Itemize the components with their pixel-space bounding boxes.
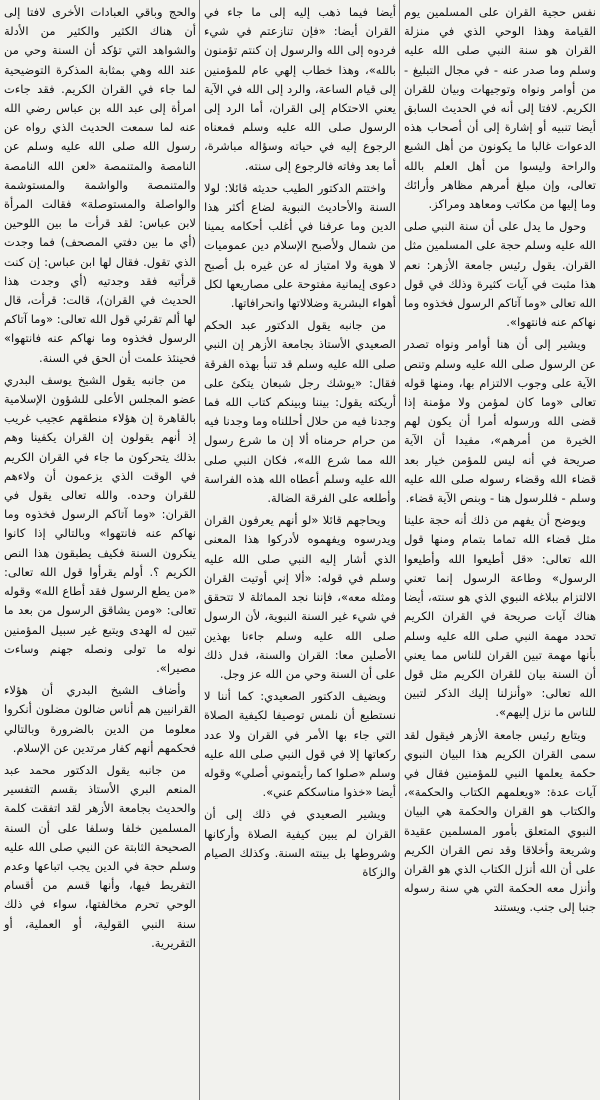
article-column-2 xyxy=(200,0,400,1100)
article-column-1 xyxy=(400,0,600,1100)
paragraph: من جانبه يقول الشيخ يوسف البدري عضو المجلس الأعلى للشؤون الإسلامية بالقاهرة إن هؤلاء منطقهم عجيب غريب إذ أنهم يقولون إن القران يكفينا وهم بذلك يتحركون ما جاء في القران الكريم في الوقت الذي يزعمون أن ولاءهم للقران وحده. والله تعالى يقول في القران: «وما آتاكم الرسول فخذوه وما نهاكم عنه فانتهوا» وبالتالي إذا كانوا ينكرون السنة فكيف يطبقون هذا النص الكريم ؟. أولم يقرأوا قول الله تعالى: «من يطع الرسول فقد أطاع الله» وقوله تعالى: «ومن يشاقق الرسول من بعد ما تبين له الهدى ويتبع غير سبيل المؤمنين نوله ما تولى ونصله جهنم وساءت مصيرا». xyxy=(4,372,196,675)
paragraph: وأضاف الشيخ البدري أن هؤلاء القرانيين هم أناس ضالون مضلون أنكروا معلوما من الدين بالضرورة وبالتالي فحكمهم أنهم كفار مرتدين عن الإسلام. xyxy=(4,683,196,755)
paragraph: ويوضح أن يفهم من ذلك أنه حجة علينا مثل قضاء الله تماما بتمام ومنها قول الله تعالى: «قل أطيعوا الله وأطيعوا الرسول» وطاعة الرسول إنما تعني الالتزام ببلاغه النبوي الذي هو سنته، أيضا هناك آيات صريحة في القران الكريم تحدد مهمة النبي صلى الله عليه وسلم بأنها مهمة تبين القران للناس مما يعني أن السنة بيان للقران الكريم مثل قول الله تعالى: «وأنزلنا إليك الذكر لتبين للناس ما نزل إليهم». xyxy=(404,513,596,720)
paragraph: من جانبه يقول الدكتور عبد الحكم الصعيدي الأستاذ بجامعة الأزهر إن النبي صلى الله عليه وسلم قد تنبأ بهذه الفرقة فقال: «يوشك رجل شبعان يتكئ على أريكته يقول: بيننا وبينكم كتاب الله فما وجدنا فيه من حلال أحللناه وما وجدنا فيه من حرام حرمناه ألا إن ما شرع رسول الله مما شرع الله»، فكان النبي صلى الله عليه وسلم أعطاه الله هذه الفراسة وأطلعه على الفرقة الضالة. xyxy=(204,318,396,506)
paragraph: ويشير الصعيدي في ذلك إلى أن القران لم يبين كيفية الصلاة وأركانها وشروطها بل بينته السنة. وكذلك الصيام والزكاة xyxy=(204,807,396,879)
paragraph: من جانبه يقول الدكتور محمد عبد المنعم البري الأستاذ بقسم التفسير والحديث بجامعة الأزهر لقد اتفقت كلمة المسلمين خلفا وسلفا على أن السنة الصحيحة الثابتة عن النبي صلى الله عليه وسلم حجة في الدين يجب اتباعها وعدم التفريط فيها، وأنها قسم من أقسام الوحي تحرم مخالفتها، سواء في ذلك سنة النبي القولية، أو العملية، أو التقريرية. xyxy=(4,762,196,950)
paragraph: والحج وباقي العبادات الأخرى لافتا إلى أن هناك الكثير والكثير من الأدلة والشواهد التي تؤكد أن السنة وحي من عند الله وهي بمثابة المذكرة التوضيحية لما جاء في القران الكريم. فقد جاءت امرأة إلى عبد الله بن عباس رضي الله عنه لما سمعت الحديث الذي رواه عن رسول الله صلى الله عليه وسلم عن النامصة والمتنمصة «لعن الله النامصة والمتنمصة والواشمة والمستوشمة والواصلة والمستوصلة» فقالت المرأة لابن عباس: لقد قرأت ما بين اللوحين (أي ما بين دفتي المصحف) فما وجدت الذي تقول. فقال لها ابن عباس: إن كنت قرأتيه فقد وجدتيه (أي وجدت هذا الحديث في القران)، قالت: قرأت، قال لها ألم تقرئي قول الله تعالى: «وما آتاكم الرسول فخذوه وما نهاكم عنه فانتهوا» فحينئذ علمت أن الحق في السنة. xyxy=(4,5,196,365)
paragraph: نفس حجية القران على المسلمين يوم القيامة وهذا الوحي الذي في منزلة القران هو سنة النبي صلى الله عليه وسلم وما صدر عنه - في مجال التبليغ - من أوامر ونواه وتوجيهات وبيان للقران الكريم. لافتا إلى أنه في الحديث السابق أيضا تنبيه أو إشارة إلى أن أصحاب هذه الدعوات غالبا ما يكونون من أهل الشبع والراحة وليسوا من أهل العلم بالله تعالى، وإن مبلغ أمرهم مظاهر وأرائك وما إليها من مكاتب ومعاهد ومراكز. xyxy=(404,5,596,212)
paragraph: أيضا فيما ذهب إليه إلى ما جاء في القران أيضا: «فإن تنازعتم في شيء فردوه إلى الله والرسول إن كنتم تؤمنون بالله»، وهذا خطاب إلهي عام للمؤمنين إلى قيام الساعة، والرد إلى الله في الآية يعني الاحتكام إلى القران، أما الرد إلى الرسول صلى الله عليه وسلم فمعناه الرجوع إليه في حياته وسؤاله مباشرة، أما بعد وفاته فالرجوع إلى سنته. xyxy=(204,5,396,173)
paragraph: واختتم الدكتور الطيب حديثه قائلا: لولا السنة والأحاديث النبوية لضاع أكثر هذا الدين وما عرفنا في أغلب أحكامه يمينا من شمال ولأصبح الإسلام دين عموميات لا هوية ولا امتياز له عن غيره بل أصبح دعوى إيمانية مفتوحة على مصاريعها لكل أهواء البشرية وضلالاتها وانحرافاتها. xyxy=(204,180,396,311)
paragraph: ويشير إلى أن هنا أوامر ونواه تصدر عن الرسول صلى الله عليه وسلم وتنص الآية على وجوب الالتزام بها، ومنها قوله تعالى «وما كان لمؤمن ولا مؤمنة إذا قضى الله ورسوله أمرا أن يكون لهم الخيرة من أمرهم»، مفيدا أن الآية صريحة في أنه ليس للمؤمن خيار بعد قضاء الله وقضاء رسوله صلى الله عليه وسلم - فللرسول هنا - وبنص الآية قضاء. xyxy=(404,337,596,506)
paragraph: ويضيف الدكتور الصعيدي: كما أننا لا نستطيع أن نلمس توصيفا لكيفية الصلاة التي جاء بها الأمر في القران ولا عدد ركعاتها إلا في قول النبي صلى الله عليه وسلم «صلوا كما رأيتموني أصلي» وقوله أيضا «خذوا مناسككم عني». xyxy=(204,689,396,800)
paragraph: ويحاجهم قائلا «لو أنهم يعرفون القران ويدرسوه ويفهموه لأدركوا هذا المعنى الذي أشار إليه النبي صلى الله عليه وسلم في قوله: «ألا إني أوتيت القران ومثله معه»، فإننا نجد المماثلة لا تتحقق في شيء غير السنة النبوية، لأن الرسول صلى الله عليه وسلم جاءنا بهذين الأصلين معا: القران والسنة، فدل ذلك على أن السنة وحي من الله عز وجل. xyxy=(204,513,396,681)
article-column-3 xyxy=(0,0,200,1100)
paragraph: وحول ما يدل على أن سنة النبي صلى الله عليه وسلم حجة على المسلمين مثل القران. يقول رئيس جامعة الأزهر: نعم هذا مثبت في آيات كثيرة وذلك في قول الله تعالى «وما آتاكم الرسول فخذوه وما نهاكم عنه فانتهوا». xyxy=(404,219,596,330)
paragraph: ويتابع رئيس جامعة الأزهر فيقول لقد سمى القران الكريم هذا البيان النبوي حكمة يعلمها النبي للمؤمنين فقال في آيات عدة: «ويعلمهم الكتاب والحكمة»، والكتاب هو القران والحكمة هي البيان النبوي المتعلق بأمور المسلمين عقيدة وشريعة وأخلاقا وقد نص القران الكريم على أن الله أنزل الكتاب الذي هو القران وأنزل معه الحكمة التي هي سنة رسوله جنبا إلى جنب. ويستند xyxy=(404,727,596,915)
